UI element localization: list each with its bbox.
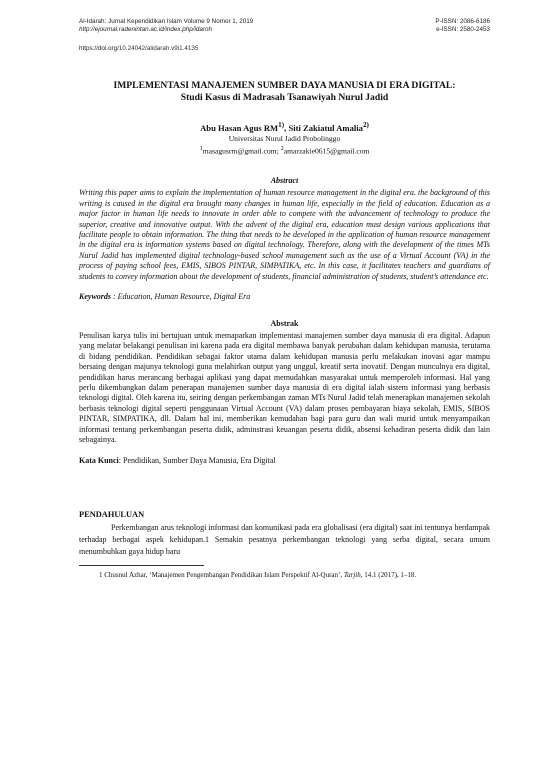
email-1[interactable]: masagusrm@gmail.com; <box>202 146 281 156</box>
paper-title <box>79 80 490 104</box>
keywords-label: Keywords <box>79 292 111 302</box>
author-2-sup: 2) <box>362 121 369 129</box>
section-heading-pendahuluan: PENDAHULUAN <box>79 509 145 519</box>
doi-prefix: https://doi.org/ <box>79 45 119 52</box>
abstract-heading: Abstract <box>270 176 299 186</box>
abstrak-heading: Abstrak <box>270 319 299 329</box>
affiliation: Universitas Nurul Jadid Probolinggo <box>228 133 341 143</box>
journal-title: Al-Idarah: Jurnal Kependidikan Islam Volume 9 Nomor 1, 2019 <box>79 18 254 25</box>
title-line-1: IMPLEMENTASI MANAJEMEN SUMBER DAYA MANUSIA DI ERA DIGITAL: <box>113 80 456 91</box>
paper-content <box>79 80 490 580</box>
email-2[interactable]: amarzakie0615@gmail.com <box>283 146 370 156</box>
footnote-1 <box>79 570 490 580</box>
doi-link[interactable]: 10.24042/alidarah.v9i1.4135 <box>118 45 199 52</box>
author-1-sup: 1) <box>278 121 285 129</box>
author-2: Siti Zakiatul Amalia <box>288 122 363 133</box>
title-line-2: Studi Kasus di Madrasah Tsanawiyah Nurul Jadid <box>180 92 389 103</box>
abstract-text: Writing this paper aims to explain the implementation of human resource management in the digital era. the background of this writing is caused in the digital era brought many changes in human life, especially in the field of education. Education as a major factor in human life needs to innovate in order able to compete with the advancement of technology to produce the superior, creative and innovative output. With the advent of the digital era, education must design various applications that facilitate people to obtain information. The thing that needs to be developed in the application of human resource management in the digital era is information systems based on digital technology. Therefore, along with the development of the times MTs Nurul Jadid has implemented digital technology-based school management such as the use of a Virtual Account (VA) in the process of paying school fees, EMIS, SIBOS PINTAR, SIMPATIKA, etc. In this case, it facilitates teachers and guardians of students to convey information about the development of students, financial administration of students, student’s attendance etc. <box>79 188 490 281</box>
intro-paragraph: Perkembangan arus teknologi informasi dan komunikasi pada era globalisasi (era digital) saat ini tentunya berdampak terhadap berbagai aspek kehidupan.1 Semakin pesatnya perkembangan teknologi yang serba digital, secara umum menumbuhkan gaya hidup baru <box>79 522 490 556</box>
author-emails <box>79 144 490 157</box>
doi-line[interactable] <box>79 45 198 52</box>
footnote-journal: Tarjih <box>343 570 361 579</box>
footnote-text-after: , 14.1 (2017), 1–18. <box>360 570 417 579</box>
kata-kunci-label: Kata Kunci <box>79 455 119 465</box>
kata-kunci <box>79 456 490 466</box>
author-list <box>79 120 490 134</box>
keywords <box>79 292 490 302</box>
journal-url[interactable]: http://ejournal.radenintan.ac.id/index.php/idaroh <box>79 26 213 33</box>
email-1-sup: 1 <box>199 144 203 152</box>
p-issn: P-ISSN: 2086-6186 <box>435 18 490 25</box>
footnote-text-before: 1 Chusnul Azhar, ‘Manajemen Pengembangan Pendidikan Islam Perspektif Al-Quran’, <box>99 570 344 579</box>
keywords-value: : Education, Human Resource, Digital Era <box>111 292 251 302</box>
kata-kunci-value: : Pendidikan, Sumber Daya Manusia, Era Digital <box>118 455 276 465</box>
journal-header <box>79 18 490 34</box>
email-2-sup: 2 <box>280 144 284 152</box>
abstrak-text: Penulisan karya tulis ini bertujuan untuk memaparkan implementasi manajemen sumber daya manusia di era digital. Adapun yang melatar belakangi penulisan ini karena pada era digital membawa banyak perubahan dalam kehidupan manusia, terutama di bidang pendidikan. Pendidikan sebagai faktor utama dalam kehidupan manusia perlu melakukan inovasi agar mampu bersaing dengan majunya teknologi guna melahirkan output yang unggul, kreatif serta inovatif. Dengan munculnya era digital, pendidikan harus merancang berbagai aplikasi yang dapat memudahkan masyarakat untuk memperoleh informasi. Hal yang perlu dikembangkan dalam penerapan manajemen sumber daya manusia di era digital ialah sistem informasi yang berbasis teknologi digital. Oleh karena itu, seiring dengan perkembangan zaman MTs Nurul Jadid telah menerapkan manajemen sekolah berbasis teknologi digital seperti penggunaan Virtual Account (VA) dalam proses pembayaran biaya sekolah, EMIS, SIBOS PINTAR, SIMPATIKA, dll. Dalam hal ini, memberikan kemudahan bagi para guru dan wali murid untuk menyampaikan informasi tentang perkembangan peserta didik, adminstrasi keuangan peserta didik, absensi kehadiran peserta didik dan lain sebagainya. <box>79 331 490 445</box>
e-issn: e-ISSN: 2580-2453 <box>436 26 490 33</box>
author-1: Abu Hasan Agus RM <box>200 122 279 133</box>
footnote-divider <box>79 565 204 566</box>
author-separator: , <box>284 122 289 133</box>
